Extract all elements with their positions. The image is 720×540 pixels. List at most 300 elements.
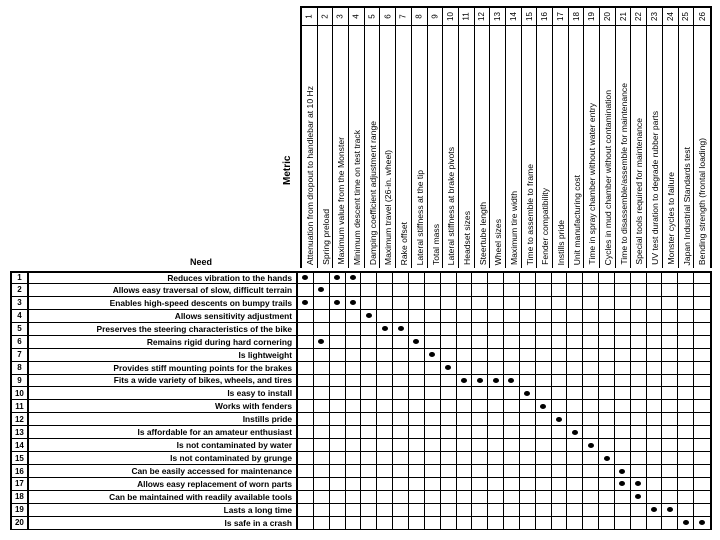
matrix-cell — [583, 323, 599, 335]
matrix-cell — [298, 413, 314, 425]
matrix-cell — [488, 413, 504, 425]
metric-column — [490, 8, 506, 268]
matrix-cell — [694, 517, 710, 529]
matrix-cell — [346, 517, 362, 529]
matrix-cell — [425, 400, 441, 412]
matrix-cell — [599, 491, 615, 503]
metric-number: 7 — [396, 8, 411, 26]
matrix-cell — [393, 413, 409, 425]
metric-column — [537, 8, 553, 268]
matrix-cell — [615, 426, 631, 438]
matrix-cell — [314, 439, 330, 451]
matrix-cell — [298, 478, 314, 490]
matrix-cell — [662, 284, 678, 296]
relationship-dot-icon — [588, 443, 594, 448]
matrix-cell — [409, 297, 425, 309]
matrix-cell — [647, 465, 663, 477]
matrix-cell — [314, 400, 330, 412]
matrix-cell — [583, 426, 599, 438]
matrix-cell — [425, 273, 441, 283]
matrix-cell — [694, 413, 710, 425]
matrix-cell — [457, 310, 473, 322]
matrix-cell — [361, 478, 377, 490]
metric-name: Lateral stiffness at brake pivots — [446, 146, 457, 265]
need-number: 1 — [10, 273, 29, 283]
matrix-cell — [694, 284, 710, 296]
matrix-cell — [409, 323, 425, 335]
metric-name: Monster cycles to failure — [665, 172, 676, 265]
matrix-cell — [631, 273, 647, 283]
matrix-cell — [615, 362, 631, 374]
matrix-cell — [488, 452, 504, 464]
need-cells — [298, 491, 712, 503]
matrix-cell — [488, 297, 504, 309]
matrix-cell — [567, 349, 583, 361]
metric-column — [302, 8, 318, 268]
metric-column — [663, 8, 679, 268]
need-row — [10, 400, 712, 413]
matrix-cell — [409, 336, 425, 348]
matrix-cell — [330, 504, 346, 516]
matrix-cell — [472, 517, 488, 529]
need-number: 12 — [10, 413, 29, 425]
matrix-cell — [504, 297, 520, 309]
matrix-cell — [361, 439, 377, 451]
matrix-cell — [552, 504, 568, 516]
metric-name: Lateral stiffness at the tip — [414, 169, 425, 265]
need-cells — [298, 336, 712, 348]
matrix-cell — [441, 426, 457, 438]
relationship-dot-icon — [302, 300, 308, 305]
matrix-cell — [615, 273, 631, 283]
need-text: Reduces vibration to the hands — [29, 273, 298, 283]
matrix-cell — [314, 273, 330, 283]
matrix-cell — [330, 349, 346, 361]
matrix-cell — [536, 273, 552, 283]
matrix-cell — [457, 375, 473, 387]
matrix-cell — [536, 336, 552, 348]
matrix-cell — [536, 426, 552, 438]
matrix-cell — [298, 465, 314, 477]
matrix-cell — [330, 517, 346, 529]
metric-column — [333, 8, 349, 268]
matrix-cell — [488, 336, 504, 348]
matrix-cell — [599, 452, 615, 464]
matrix-cell — [488, 439, 504, 451]
matrix-cell — [694, 478, 710, 490]
need-text: Can be maintained with readily available tools — [29, 491, 298, 503]
matrix-cell — [504, 387, 520, 399]
matrix-cell — [662, 323, 678, 335]
matrix-cell — [631, 517, 647, 529]
need-number: 6 — [10, 336, 29, 348]
matrix-cell — [615, 336, 631, 348]
matrix-cell — [472, 413, 488, 425]
matrix-cell — [393, 336, 409, 348]
matrix-cell — [583, 413, 599, 425]
matrix-cell — [393, 349, 409, 361]
matrix-cell — [457, 465, 473, 477]
matrix-cell — [694, 452, 710, 464]
matrix-cell — [631, 323, 647, 335]
matrix-cell — [472, 439, 488, 451]
matrix-cell — [567, 273, 583, 283]
matrix-cell — [647, 439, 663, 451]
matrix-cell — [346, 452, 362, 464]
matrix-cell — [504, 273, 520, 283]
matrix-cell — [678, 387, 694, 399]
need-number: 9 — [10, 375, 29, 387]
need-cells — [298, 517, 712, 529]
matrix-cell — [599, 439, 615, 451]
matrix-cell — [314, 426, 330, 438]
matrix-cell — [631, 310, 647, 322]
relationship-dot-icon — [429, 352, 435, 357]
matrix-cell — [298, 387, 314, 399]
matrix-cell — [314, 491, 330, 503]
matrix-cell — [583, 452, 599, 464]
matrix-cell — [552, 362, 568, 374]
matrix-cell — [472, 284, 488, 296]
metric-column — [412, 8, 428, 268]
matrix-cell — [330, 387, 346, 399]
matrix-cell — [314, 297, 330, 309]
matrix-cell — [662, 491, 678, 503]
metric-name: Special tools required for maintenance — [634, 118, 645, 265]
metric-column — [396, 8, 412, 268]
matrix-cell — [567, 297, 583, 309]
matrix-cell — [314, 504, 330, 516]
need-cells — [298, 413, 712, 425]
matrix-cell — [314, 362, 330, 374]
matrix-cell — [441, 452, 457, 464]
matrix-cell — [678, 517, 694, 529]
matrix-cell — [314, 375, 330, 387]
matrix-cell — [520, 284, 536, 296]
metric-column — [506, 8, 522, 268]
matrix-cell — [441, 517, 457, 529]
need-number: 3 — [10, 297, 29, 309]
matrix-cell — [567, 517, 583, 529]
matrix-cell — [504, 452, 520, 464]
matrix-cell — [567, 452, 583, 464]
matrix-cell — [504, 323, 520, 335]
matrix-cell — [504, 413, 520, 425]
matrix-cell — [662, 375, 678, 387]
matrix-cell — [567, 362, 583, 374]
matrix-cell — [393, 400, 409, 412]
matrix-cell — [457, 323, 473, 335]
matrix-cell — [472, 387, 488, 399]
matrix-cell — [583, 349, 599, 361]
matrix-cell — [615, 478, 631, 490]
matrix-cell — [425, 491, 441, 503]
need-text: Is not contaminated by grunge — [29, 452, 298, 464]
need-row — [10, 284, 712, 297]
matrix-cell — [583, 517, 599, 529]
matrix-cell — [552, 310, 568, 322]
metric-name: Attenuation from dropout to handlebar at 10 Hz — [305, 85, 315, 265]
metric-column — [522, 8, 538, 268]
matrix-cell — [409, 465, 425, 477]
matrix-cell — [662, 387, 678, 399]
matrix-cell — [377, 504, 393, 516]
matrix-cell — [298, 273, 314, 283]
need-cells — [298, 310, 712, 322]
matrix-cell — [647, 297, 663, 309]
matrix-cell — [552, 375, 568, 387]
metric-number: 22 — [631, 8, 646, 26]
relationship-dot-icon — [318, 339, 324, 344]
metric-name: Instills pride — [556, 219, 566, 265]
matrix-cell — [678, 284, 694, 296]
matrix-cell — [457, 362, 473, 374]
matrix-cell — [441, 273, 457, 283]
matrix-cell — [520, 478, 536, 490]
metric-number: 19 — [584, 8, 599, 26]
matrix-cell — [425, 465, 441, 477]
matrix-cell — [346, 323, 362, 335]
matrix-cell — [520, 517, 536, 529]
matrix-cell — [409, 426, 425, 438]
matrix-cell — [678, 362, 694, 374]
matrix-cell — [631, 387, 647, 399]
matrix-cell — [520, 323, 536, 335]
matrix-cell — [298, 349, 314, 361]
matrix-cell — [314, 517, 330, 529]
need-cells — [298, 400, 712, 412]
need-text: Provides stiff mounting points for the brakes — [29, 362, 298, 374]
need-cells — [298, 349, 712, 361]
matrix-cell — [488, 387, 504, 399]
matrix-cell — [552, 323, 568, 335]
metric-column — [600, 8, 616, 268]
matrix-cell — [662, 336, 678, 348]
matrix-cell — [567, 284, 583, 296]
need-cells — [298, 504, 712, 516]
matrix-cell — [330, 310, 346, 322]
matrix-cell — [457, 439, 473, 451]
matrix-cell — [694, 362, 710, 374]
matrix-cell — [615, 310, 631, 322]
relationship-dot-icon — [398, 326, 404, 331]
matrix-cell — [488, 504, 504, 516]
relationship-dot-icon — [508, 378, 514, 383]
need-row — [10, 491, 712, 504]
need-number: 17 — [10, 478, 29, 490]
matrix-cell — [504, 349, 520, 361]
metric-column — [380, 8, 396, 268]
matrix-cell — [631, 504, 647, 516]
matrix-cell — [488, 517, 504, 529]
need-row — [10, 362, 712, 375]
matrix-cell — [361, 336, 377, 348]
matrix-cell — [377, 465, 393, 477]
matrix-cell — [361, 465, 377, 477]
matrix-cell — [346, 284, 362, 296]
matrix-cell — [330, 297, 346, 309]
matrix-cell — [409, 349, 425, 361]
need-row — [10, 478, 712, 491]
need-number: 7 — [10, 349, 29, 361]
matrix-cell — [552, 284, 568, 296]
metric-name: Fender compatibility — [540, 188, 551, 265]
matrix-cell — [361, 491, 377, 503]
matrix-cell — [409, 273, 425, 283]
relationship-dot-icon — [350, 300, 356, 305]
matrix-cell — [552, 426, 568, 438]
matrix-cell — [393, 297, 409, 309]
metric-column — [631, 8, 647, 268]
matrix-cell — [488, 323, 504, 335]
matrix-cell — [441, 284, 457, 296]
matrix-cell — [631, 400, 647, 412]
matrix-cell — [457, 504, 473, 516]
relationship-dot-icon — [635, 481, 641, 486]
matrix-cell — [647, 349, 663, 361]
metric-number: 14 — [506, 8, 521, 26]
matrix-cell — [631, 478, 647, 490]
matrix-cell — [694, 310, 710, 322]
matrix-cell — [647, 413, 663, 425]
matrix-cell — [330, 400, 346, 412]
matrix-cell — [583, 478, 599, 490]
matrix-cell — [536, 297, 552, 309]
matrix-cell — [678, 413, 694, 425]
need-row — [10, 413, 712, 426]
matrix-cell — [488, 273, 504, 283]
matrix-cell — [615, 349, 631, 361]
matrix-cell — [330, 478, 346, 490]
matrix-cell — [631, 452, 647, 464]
matrix-cell — [409, 439, 425, 451]
metric-name: Time in spray chamber without water entry — [587, 103, 598, 265]
metric-number: 12 — [475, 8, 490, 26]
need-text: Allows easy traversal of slow, difficult terrain — [29, 284, 298, 296]
matrix-cell — [330, 426, 346, 438]
matrix-cell — [377, 387, 393, 399]
metric-column — [647, 8, 663, 268]
matrix-cell — [409, 400, 425, 412]
need-text: Is affordable for an amateur enthusiast — [29, 426, 298, 438]
matrix-cell — [488, 491, 504, 503]
matrix-cell — [678, 336, 694, 348]
matrix-cell — [457, 413, 473, 425]
matrix-cell — [346, 465, 362, 477]
matrix-cell — [567, 465, 583, 477]
matrix-cell — [377, 426, 393, 438]
matrix-cell — [425, 413, 441, 425]
need-cells — [298, 284, 712, 296]
metric-axis-title: Metric — [282, 155, 293, 185]
matrix-cell — [377, 413, 393, 425]
need-row — [10, 323, 712, 336]
need-text: Is easy to install — [29, 387, 298, 399]
matrix-cell — [678, 439, 694, 451]
matrix-cell — [298, 452, 314, 464]
matrix-cell — [583, 387, 599, 399]
need-row — [10, 310, 712, 323]
matrix-cell — [583, 375, 599, 387]
matrix-cell — [599, 504, 615, 516]
matrix-cell — [298, 323, 314, 335]
need-number: 4 — [10, 310, 29, 322]
matrix-cell — [583, 310, 599, 322]
matrix-cell — [504, 465, 520, 477]
matrix-cell — [377, 349, 393, 361]
matrix-cell — [662, 478, 678, 490]
matrix-cell — [393, 375, 409, 387]
need-number: 15 — [10, 452, 29, 464]
matrix-cell — [694, 504, 710, 516]
matrix-cell — [631, 491, 647, 503]
metric-number: 17 — [553, 8, 568, 26]
matrix-cell — [504, 426, 520, 438]
matrix-cell — [377, 336, 393, 348]
need-cells — [298, 323, 712, 335]
matrix-cell — [409, 310, 425, 322]
matrix-cell — [409, 362, 425, 374]
need-number: 13 — [10, 426, 29, 438]
matrix-cell — [662, 297, 678, 309]
metric-column — [553, 8, 569, 268]
relationship-dot-icon — [493, 378, 499, 383]
need-row — [10, 517, 712, 530]
matrix-cell — [536, 375, 552, 387]
need-number: 2 — [10, 284, 29, 296]
matrix-cell — [361, 375, 377, 387]
matrix-cell — [520, 465, 536, 477]
needs-metrics-matrix — [10, 271, 712, 530]
matrix-cell — [599, 323, 615, 335]
matrix-cell — [314, 349, 330, 361]
matrix-cell — [536, 491, 552, 503]
need-text: Preserves the steering characteristics of the bike — [29, 323, 298, 335]
matrix-cell — [678, 297, 694, 309]
matrix-cell — [647, 387, 663, 399]
matrix-cell — [647, 375, 663, 387]
matrix-cell — [472, 465, 488, 477]
matrix-cell — [425, 387, 441, 399]
matrix-cell — [441, 478, 457, 490]
matrix-cell — [314, 452, 330, 464]
matrix-cell — [552, 478, 568, 490]
matrix-cell — [457, 426, 473, 438]
matrix-cell — [567, 310, 583, 322]
metric-number: 16 — [537, 8, 552, 26]
relationship-dot-icon — [445, 365, 451, 370]
matrix-cell — [330, 362, 346, 374]
matrix-cell — [599, 517, 615, 529]
matrix-cell — [583, 465, 599, 477]
matrix-cell — [441, 439, 457, 451]
need-number: 8 — [10, 362, 29, 374]
matrix-cell — [409, 452, 425, 464]
matrix-cell — [361, 297, 377, 309]
matrix-cell — [314, 336, 330, 348]
metric-number: 21 — [616, 8, 631, 26]
matrix-cell — [330, 336, 346, 348]
matrix-cell — [678, 504, 694, 516]
matrix-cell — [536, 284, 552, 296]
need-row — [10, 349, 712, 362]
matrix-cell — [441, 336, 457, 348]
matrix-cell — [393, 504, 409, 516]
matrix-cell — [361, 323, 377, 335]
matrix-cell — [472, 362, 488, 374]
matrix-cell — [488, 375, 504, 387]
metric-name: Wheel sizes — [493, 218, 504, 265]
